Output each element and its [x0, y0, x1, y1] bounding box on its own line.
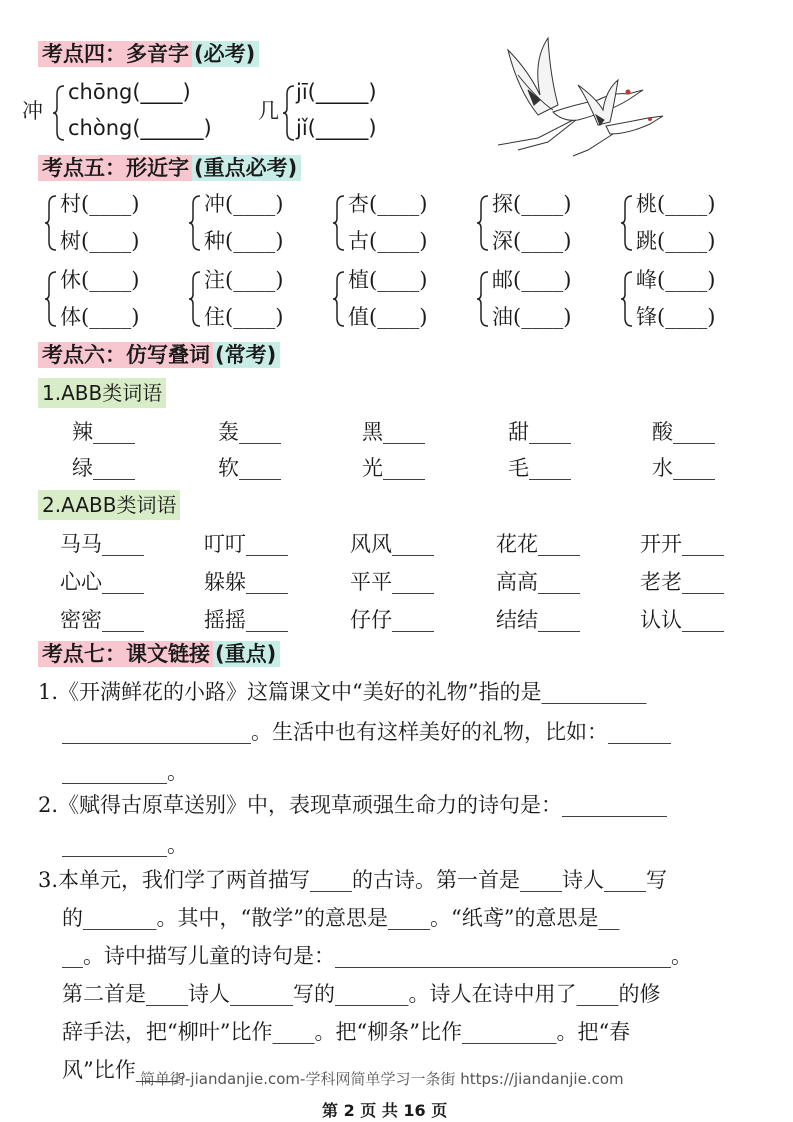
watermark: 简单街-jiandanjie.com-学科网简单学习一条街 https://jiandanjie.com [140, 1070, 624, 1088]
pair-item: 锋(____) [636, 305, 716, 329]
section-7-tag: (重点) [213, 641, 280, 667]
section-5-title: 考点五：形近字 [38, 155, 192, 181]
section-5-heading [38, 153, 301, 183]
pair-item: 值(____) [348, 305, 428, 329]
pair-brace [476, 270, 490, 328]
question-3-line: __。诗中描写儿童的诗句是：________________________________。 [62, 944, 692, 968]
pair-item: 探(____) [492, 192, 572, 216]
pair-item: 邮(____) [492, 268, 572, 292]
page-number: 第 2 页 共 16 页 [322, 1101, 448, 1120]
abb-word: 水____ [652, 456, 715, 480]
question-3-line: 3.本单元，我们学了两首描写____的古诗。第一首是____诗人____写 [38, 868, 668, 892]
aabb-word: 密密____ [60, 608, 144, 632]
polyphone-right-brace [282, 84, 296, 142]
pair-item: 油(____) [492, 305, 572, 329]
pair-brace [44, 194, 58, 252]
abb-word: 酸____ [652, 420, 715, 444]
aabb-word: 老老____ [640, 570, 724, 594]
aabb-word: 高高____ [496, 570, 580, 594]
aabb-word: 马马____ [60, 532, 144, 556]
pair-brace [620, 194, 634, 252]
section-4-title: 考点四：多音字 [38, 41, 192, 67]
section-6-heading [38, 340, 280, 370]
aabb-word: 认认____ [640, 608, 724, 632]
pair-brace [188, 270, 202, 328]
pair-brace [332, 194, 346, 252]
aabb-subheading: 2.AABB类词语 [38, 490, 180, 520]
abb-subheading: 1.ABB类词语 [38, 378, 166, 408]
polyphone-left-brace [52, 84, 66, 142]
aabb-word: 摇摇____ [204, 608, 288, 632]
pair-brace [188, 194, 202, 252]
aabb-word: 结结____ [496, 608, 580, 632]
polyphone-left-item: chōng(____) [68, 80, 191, 104]
abb-word: 轰____ [218, 420, 281, 444]
aabb-word: 花花____ [496, 532, 580, 556]
pair-item: 跳(____) [636, 229, 716, 253]
section-4-tag: (必考) [192, 41, 259, 67]
pair-item: 树(____) [60, 229, 140, 253]
polyphone-right-item: jī(_____) [296, 80, 377, 104]
pair-item: 深(____) [492, 229, 572, 253]
section-5-tag: (重点必考) [192, 155, 301, 181]
section-4-heading [38, 39, 259, 69]
aabb-word: 开开____ [640, 532, 724, 556]
abb-word: 甜____ [508, 420, 571, 444]
section-6-title: 考点六：仿写叠词 [38, 342, 213, 368]
abb-word: 绿____ [72, 456, 135, 480]
aabb-word: 仔仔____ [350, 608, 434, 632]
question-2-line: 2.《赋得古原草送别》中，表现草顽强生命力的诗句是：__________ [38, 793, 668, 817]
pair-brace [332, 270, 346, 328]
question-1-line: 1.《开满鲜花的小路》这篇课文中“美好的礼物”指的是__________ [38, 680, 647, 704]
pair-item: 体(____) [60, 305, 140, 329]
abb-word: 毛____ [508, 456, 571, 480]
aabb-word: 躲躲____ [204, 570, 288, 594]
question-1-line: __________。 [62, 760, 188, 784]
polyphone-right-item: jǐ(_____) [296, 116, 377, 140]
question-2-line: __________。 [62, 833, 188, 857]
question-3-line: 风”比作____。 [62, 1058, 199, 1082]
question-3-line: 辞手法，把“柳叶”比作____。把“柳条”比作_________。把“春 [62, 1020, 631, 1044]
pair-item: 注(____) [204, 268, 284, 292]
abb-word: 黑____ [362, 420, 425, 444]
pair-item: 植(____) [348, 268, 428, 292]
pair-brace [476, 194, 490, 252]
pair-item: 峰(____) [636, 268, 716, 292]
pair-item: 种(____) [204, 229, 284, 253]
polyphone-right-char: 几 [258, 99, 279, 123]
abb-word: 光____ [362, 456, 425, 480]
section-7-title: 考点七：课文链接 [38, 641, 213, 667]
question-3-line: 第二首是____诗人______写的_______。诗人在诗中用了____的修 [62, 982, 661, 1006]
pair-item: 冲(____) [204, 192, 284, 216]
question-1-line: __________________。生活中也有这样美好的礼物，比如：______ [62, 720, 671, 744]
polyphone-left-item: chòng(______) [68, 116, 212, 140]
abb-word: 软____ [218, 456, 281, 480]
pair-item: 休(____) [60, 268, 140, 292]
polyphone-left-char: 冲 [22, 99, 43, 123]
pair-item: 住(____) [204, 305, 284, 329]
pair-item: 桃(____) [636, 192, 716, 216]
pair-item: 杏(____) [348, 192, 428, 216]
question-3-line: 的_______。其中，“散学”的意思是____。“纸鸢”的意思是__ [62, 906, 620, 930]
section-6-tag: (常考) [213, 342, 280, 368]
abb-word: 辣____ [72, 420, 135, 444]
aabb-word: 心心____ [60, 570, 144, 594]
aabb-word: 平平____ [350, 570, 434, 594]
pair-brace [44, 270, 58, 328]
pair-item: 古(____) [348, 229, 428, 253]
section-7-heading [38, 639, 280, 669]
aabb-word: 风风____ [350, 532, 434, 556]
pair-brace [620, 270, 634, 328]
aabb-word: 叮叮____ [204, 532, 288, 556]
cranes-illustration [478, 30, 678, 160]
pair-item: 村(____) [60, 192, 140, 216]
